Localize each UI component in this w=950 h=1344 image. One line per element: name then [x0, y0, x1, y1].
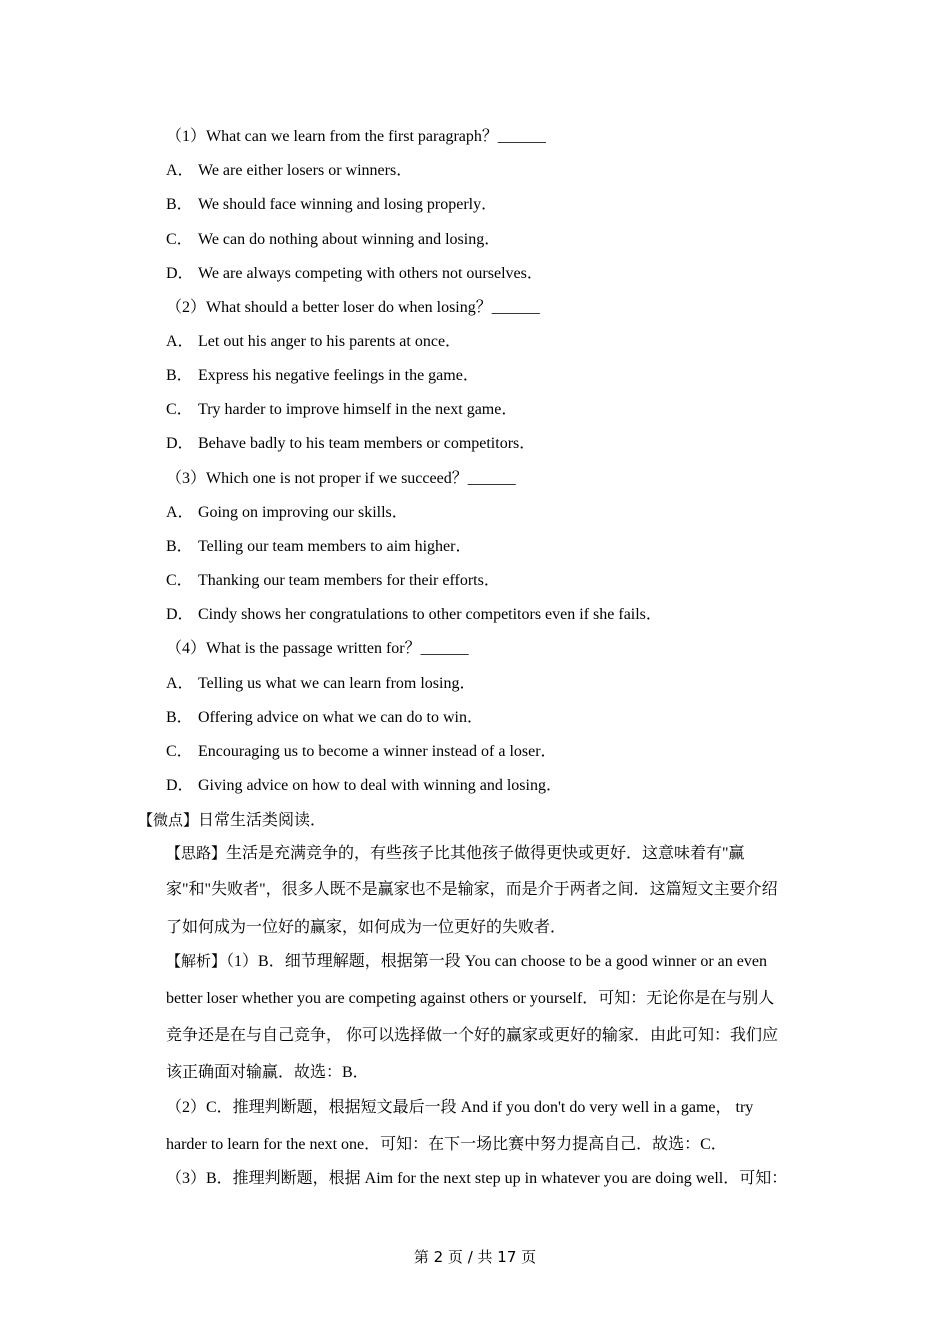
question-4: [166, 639, 469, 659]
question-text: What is the passage written for？______: [206, 640, 469, 657]
page-footer: 第 2 页 / 共 17 页: [413, 1248, 537, 1266]
option-1c: [166, 230, 500, 250]
idea-line-1: [166, 843, 745, 864]
option-letter: C．: [166, 231, 193, 248]
q3-explain-line-1: （3）B．推理判断题，根据 Aim for the next step up in whatever you are doing well．可知：: [166, 1170, 788, 1187]
option-letter: D．: [166, 435, 194, 452]
option-4c: [166, 742, 557, 762]
option-text: Thanking our team members for their efforts．: [198, 572, 500, 589]
option-2c: [166, 400, 517, 420]
option-text: Offering advice on what we can do to win．: [198, 709, 483, 726]
option-2a: [166, 332, 461, 352]
option-text: Telling us what we can learn from losing．: [198, 675, 476, 692]
option-letter: A．: [166, 333, 194, 350]
option-4b: [166, 708, 483, 728]
option-1d: [166, 264, 543, 284]
option-letter: C．: [166, 572, 193, 589]
question-number: （4）: [166, 640, 207, 657]
option-text: We should face winning and losing properly．: [198, 196, 498, 213]
option-text: Behave badly to his team members or competitors．: [198, 435, 536, 452]
option-text: Going on improving our skills．: [198, 504, 408, 521]
option-2b: [166, 366, 479, 386]
explain-line-4: 该正确面对输赢．故选：B．: [166, 1064, 369, 1081]
question-3: [166, 469, 516, 489]
option-text: We can do nothing about winning and losing．: [198, 231, 501, 248]
option-text: Giving advice on how to deal with winning and losing．: [198, 777, 562, 794]
option-text: Express his negative feelings in the game．: [198, 367, 479, 384]
question-text: What should a better loser do when losing？______: [206, 299, 540, 316]
option-text: Telling our team members to aim higher．: [198, 538, 472, 555]
option-text: Encouraging us to become a winner instead of a loser．: [198, 743, 557, 760]
option-1a: [166, 161, 412, 181]
option-letter: B．: [166, 538, 193, 555]
option-text: We are either losers or winners．: [198, 162, 413, 179]
explain-line-1: [166, 951, 767, 972]
idea-label: 【思路】: [166, 844, 227, 862]
option-3d: [166, 605, 662, 625]
option-letter: A．: [166, 504, 194, 521]
option-letter: C．: [166, 401, 193, 418]
question-number: （2）: [166, 299, 207, 316]
option-letter: D．: [166, 606, 194, 623]
question-2: [166, 298, 540, 318]
option-letter: C．: [166, 743, 193, 760]
option-letter: B．: [166, 709, 193, 726]
option-3c: [166, 571, 500, 591]
option-4a: [166, 674, 475, 694]
idea-line-2: 家"和"失败者"，很多人既不是赢家也不是输家，而是介于两者之间．这篇短文主要介绍: [166, 881, 778, 898]
explain-line-2: better loser whether you are competing against others or yourself．可知：无论你是在与别人: [166, 990, 775, 1007]
option-letter: A．: [166, 675, 194, 692]
explain-line-3: 竞争还是在与自己竞争， 你可以选择做一个好的赢家或更好的输家．由此可知：我们应: [166, 1027, 779, 1044]
option-text: Try harder to improve himself in the next game．: [198, 401, 518, 418]
question-text: What can we learn from the first paragraph？______: [206, 128, 546, 145]
option-letter: D．: [166, 265, 194, 282]
q2-explain-line-1: （2）C．推理判断题，根据短文最后一段 And if you don't do very well in a game， try: [166, 1099, 754, 1116]
explain-text: （1）B．细节理解题，根据第一段 You can choose to be a good winner or an even: [226, 953, 767, 970]
question-1: [166, 127, 546, 147]
point-label: 【微点】: [138, 811, 199, 829]
question-number: （1）: [166, 128, 207, 145]
option-letter: B．: [166, 367, 193, 384]
explain-label: 【解析】: [166, 952, 227, 970]
option-1b: [166, 195, 497, 215]
idea-line-3: 了如何成为一位好的赢家，如何成为一位更好的失败者．: [166, 919, 567, 936]
option-3a: [166, 503, 408, 523]
option-3b: [166, 537, 471, 557]
option-4d: [166, 776, 562, 796]
idea-text: 生活是充满竞争的，有些孩子比其他孩子做得更快或更好．这意味着有"赢: [226, 845, 745, 862]
question-number: （3）: [166, 470, 207, 487]
option-letter: D．: [166, 777, 194, 794]
point-line: [138, 810, 326, 831]
option-letter: B．: [166, 196, 193, 213]
option-2d: [166, 434, 535, 454]
option-letter: A．: [166, 162, 194, 179]
q2-explain-line-2: harder to learn for the next one．可知：在下一场比赛中努力提高自己．故选：C．: [166, 1136, 727, 1153]
option-text: Let out his anger to his parents at once．: [198, 333, 462, 350]
question-text: Which one is not proper if we succeed？______: [206, 470, 516, 487]
option-text: We are always competing with others not ourselves．: [198, 265, 543, 282]
point-text: 日常生活类阅读．: [198, 812, 327, 829]
option-text: Cindy shows her congratulations to other competitors even if she fails．: [198, 606, 662, 623]
